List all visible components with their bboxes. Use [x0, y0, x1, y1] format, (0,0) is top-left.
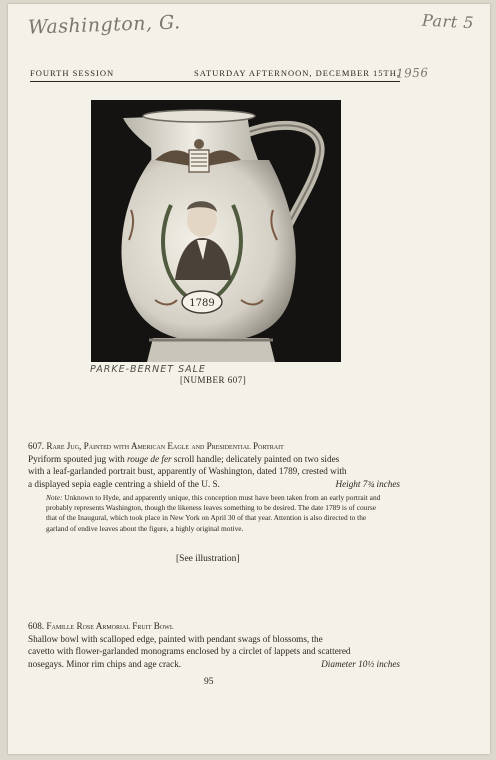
lot-607-title: 607. Rare Jug, Painted with American Eagle and Presidential Portrait	[28, 441, 284, 451]
session-label: FOURTH SESSION	[30, 68, 115, 78]
note-label: Note:	[46, 493, 63, 502]
handwritten-part: Part 5	[421, 10, 475, 33]
lot-608-line-1: Shallow bowl with scalloped edge, painted with pendant swags of blossoms, the	[28, 633, 323, 644]
see-illustration: [See illustration]	[176, 554, 240, 564]
lot-607-height: Height 7¾ inches	[335, 478, 400, 489]
lot-607-line-2: with a leaf-garlanded portrait bust, apparently of Washington, dated 1789, crested with	[28, 466, 347, 477]
lot-608-line-3: nosegays. Minor rim chips and age crack. Diameter 10½ inches	[28, 658, 400, 669]
lot-608-entry	[28, 620, 400, 670]
handwritten-name: Washington, G.	[27, 11, 181, 39]
lot-607-entry	[28, 440, 400, 490]
jug-illustration	[91, 100, 341, 362]
page-number: 95	[204, 677, 214, 687]
lot-608-title: 608. Famille Rose Armorial Fruit Bowl	[28, 621, 174, 631]
catalog-page	[8, 4, 490, 754]
lot-607-line-1: Pyriform spouted jug with rouge de fer scroll handle; delicately painted on two sides	[28, 453, 340, 464]
lot-608-diameter: Diameter 10½ inches	[321, 658, 400, 669]
rouge-de-fer-term: rouge de fer	[127, 453, 172, 464]
lot-607-line-3: a displayed sepia eagle centring a shield of the U. S. Height 7¾ inches	[28, 478, 400, 489]
jug-photograph	[91, 100, 341, 362]
svg-text:1789: 1789	[189, 298, 215, 309]
date-label: SATURDAY AFTERNOON, DECEMBER 15TH,	[194, 68, 400, 78]
lot-607-note	[46, 493, 386, 534]
lot-608-line-2: cavetto with flower-garlanded monograms enclosed by a circlet of lappets and scattered	[28, 646, 351, 657]
figure-number: [NUMBER 607]	[180, 375, 247, 385]
session-header	[30, 68, 400, 78]
handwritten-year: 1956	[395, 65, 429, 81]
photo-caption-handwritten: PARKE-BERNET SALE	[90, 364, 206, 375]
header-rule	[30, 81, 400, 82]
note-text: Unknown to Hyde, and apparently unique, this conception must have been taken from an early portrait and probably represents Washington, though the likeness leaves something to be desired. The date 1789 is of course that of the Inaugural, which took place in New York on April 30 of that year. Attention is also directed to the garland of endive leaves about the figure, a highly original motive.	[46, 493, 381, 533]
